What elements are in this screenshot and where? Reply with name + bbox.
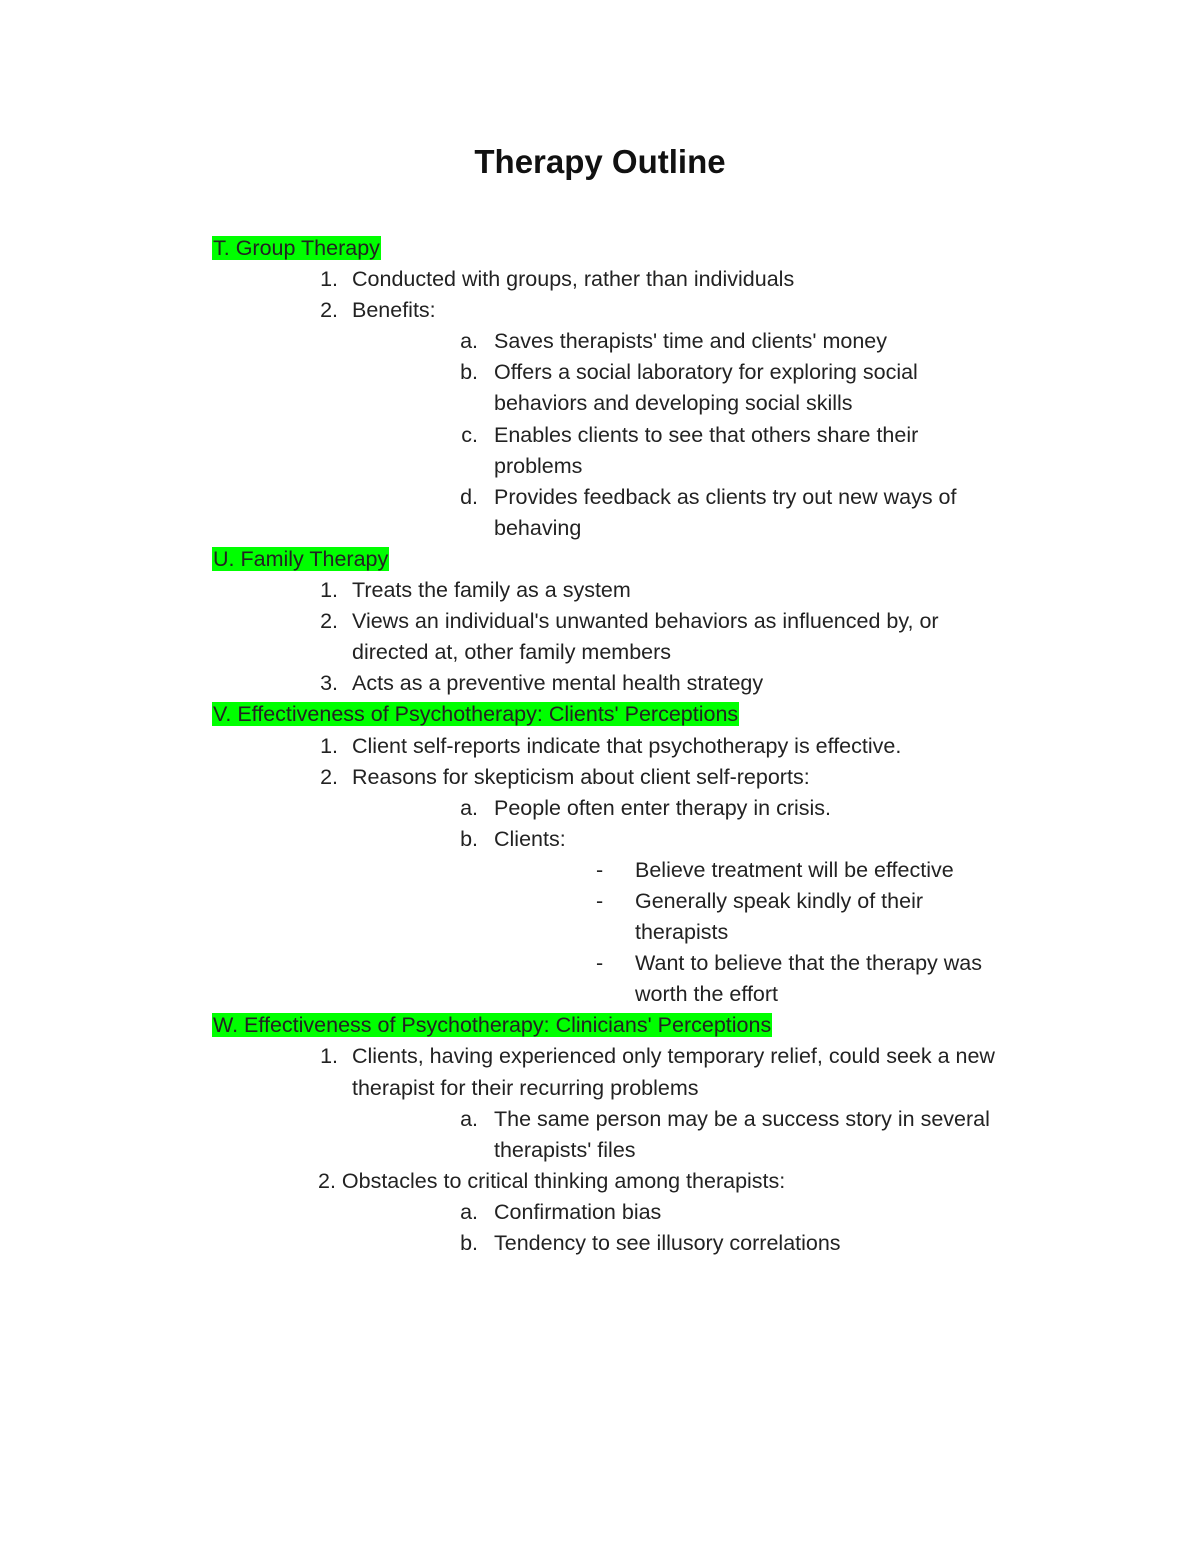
- outline-item: [0, 1228, 1200, 1259]
- list-item-text: therapists: [635, 920, 729, 945]
- list-marker: b.: [460, 1231, 478, 1255]
- highlighted-heading-text: W. Effectiveness of Psychotherapy: Clinicians' Perceptions: [213, 1013, 772, 1038]
- outline-item: [0, 917, 1200, 948]
- outline-item: [0, 575, 1200, 606]
- list-item-text: Saves therapists' time and clients' money: [494, 329, 888, 354]
- outline-item: [0, 1197, 1200, 1228]
- section-heading: [212, 544, 389, 575]
- list-item-text: The same person may be a success story in several: [494, 1106, 990, 1131]
- section-heading: [212, 233, 381, 264]
- section-heading: [212, 699, 739, 730]
- outline-item: [0, 762, 1200, 793]
- list-marker: 1.: [320, 733, 338, 758]
- list-marker: a.: [460, 1106, 478, 1131]
- list-item-text: Conducted with groups, rather than individuals: [352, 267, 795, 292]
- outline-item: [0, 731, 1200, 762]
- outline-item: [0, 482, 1200, 513]
- list-marker: -: [596, 951, 604, 976]
- highlighted-heading-text: V. Effectiveness of Psychotherapy: Clients' Perceptions: [213, 702, 739, 727]
- list-item-text: Want to believe that the therapy was: [635, 951, 982, 976]
- list-item-text: Treats the family as a system: [352, 578, 631, 603]
- list-marker: 1.: [320, 1044, 338, 1069]
- list-item-text: therapist for their recurring problems: [352, 1075, 699, 1100]
- outline-item: [0, 793, 1200, 824]
- list-item-text: Views an individual's unwanted behaviors as influenced by, or: [352, 609, 939, 634]
- list-marker: 2.: [320, 298, 338, 323]
- outline-item: [0, 388, 1200, 419]
- list-item-text: Tendency to see illusory correlations: [494, 1231, 841, 1255]
- outline-item: [0, 357, 1200, 388]
- list-marker: d.: [460, 484, 478, 509]
- list-marker: -: [596, 857, 604, 882]
- list-item-text: 2. Obstacles to critical thinking among therapists:: [318, 1168, 786, 1193]
- list-item-text: Offers a social laboratory for exploring social: [494, 360, 918, 385]
- outline-item: [0, 606, 1200, 637]
- section-heading-line: [0, 699, 1200, 730]
- list-marker: 1.: [320, 267, 338, 292]
- list-item-text: worth the effort: [635, 982, 779, 1007]
- list-item-text: problems: [494, 453, 583, 478]
- list-item-text: therapists' files: [494, 1137, 636, 1162]
- section-heading-line: [0, 544, 1200, 575]
- list-item-text: behaving: [494, 515, 582, 540]
- outline-item: [0, 295, 1200, 326]
- outline-item: [0, 948, 1200, 979]
- list-marker: a.: [460, 1199, 478, 1224]
- list-item-text: Believe treatment will be effective: [635, 857, 954, 882]
- outline-item: [0, 264, 1200, 295]
- outline-item: [0, 1135, 1200, 1166]
- list-item-text: Enables clients to see that others share their: [494, 422, 919, 447]
- outline-item: [0, 668, 1200, 699]
- list-item-text: Generally speak kindly of their: [635, 888, 924, 913]
- outline-item: [0, 824, 1200, 855]
- outline-item: [0, 1166, 1200, 1197]
- list-item-text: Clients, having experienced only temporary relief, could seek a new: [352, 1044, 995, 1069]
- section-heading-line: [0, 233, 1200, 264]
- outline-item: [0, 420, 1200, 451]
- list-marker: -: [596, 888, 604, 913]
- outline-item: [0, 451, 1200, 482]
- outline-item: [0, 979, 1200, 1010]
- list-marker: b.: [460, 826, 478, 851]
- list-marker: 1.: [320, 578, 338, 603]
- outline-item: [0, 1104, 1200, 1135]
- list-marker: c.: [461, 422, 478, 447]
- list-item-text: People often enter therapy in crisis.: [494, 795, 832, 820]
- outline-item: [0, 1041, 1200, 1072]
- outline-item: [0, 855, 1200, 886]
- list-marker: a.: [460, 329, 478, 354]
- outline-item: [0, 1073, 1200, 1104]
- outline-item: [0, 326, 1200, 357]
- list-marker: a.: [460, 795, 478, 820]
- outline-body: [0, 233, 1200, 1259]
- list-item-text: behaviors and developing social skills: [494, 391, 853, 416]
- section-heading: [212, 1010, 772, 1041]
- list-item-text: Benefits:: [352, 298, 436, 323]
- list-item-text: Acts as a preventive mental health strategy: [352, 671, 764, 696]
- list-marker: b.: [460, 360, 478, 385]
- outline-item: [0, 637, 1200, 668]
- list-item-text: directed at, other family members: [352, 640, 672, 665]
- list-item-text: Clients:: [494, 826, 566, 851]
- outline-item: [0, 513, 1200, 544]
- highlighted-heading-text: U. Family Therapy: [213, 546, 389, 571]
- list-item-text: Provides feedback as clients try out new ways of: [494, 484, 957, 509]
- list-marker: 2.: [320, 764, 338, 789]
- outline-item: [0, 886, 1200, 917]
- section-heading-line: [0, 1010, 1200, 1041]
- list-marker: 2.: [320, 609, 338, 634]
- document-title: Therapy Outline: [474, 143, 726, 180]
- list-item-text: Confirmation bias: [494, 1199, 662, 1224]
- list-marker: 3.: [320, 671, 338, 696]
- highlighted-heading-text: T. Group Therapy: [213, 236, 380, 260]
- list-item-text: Reasons for skepticism about client self-reports:: [352, 764, 810, 789]
- list-item-text: Client self-reports indicate that psychotherapy is effective.: [352, 733, 902, 758]
